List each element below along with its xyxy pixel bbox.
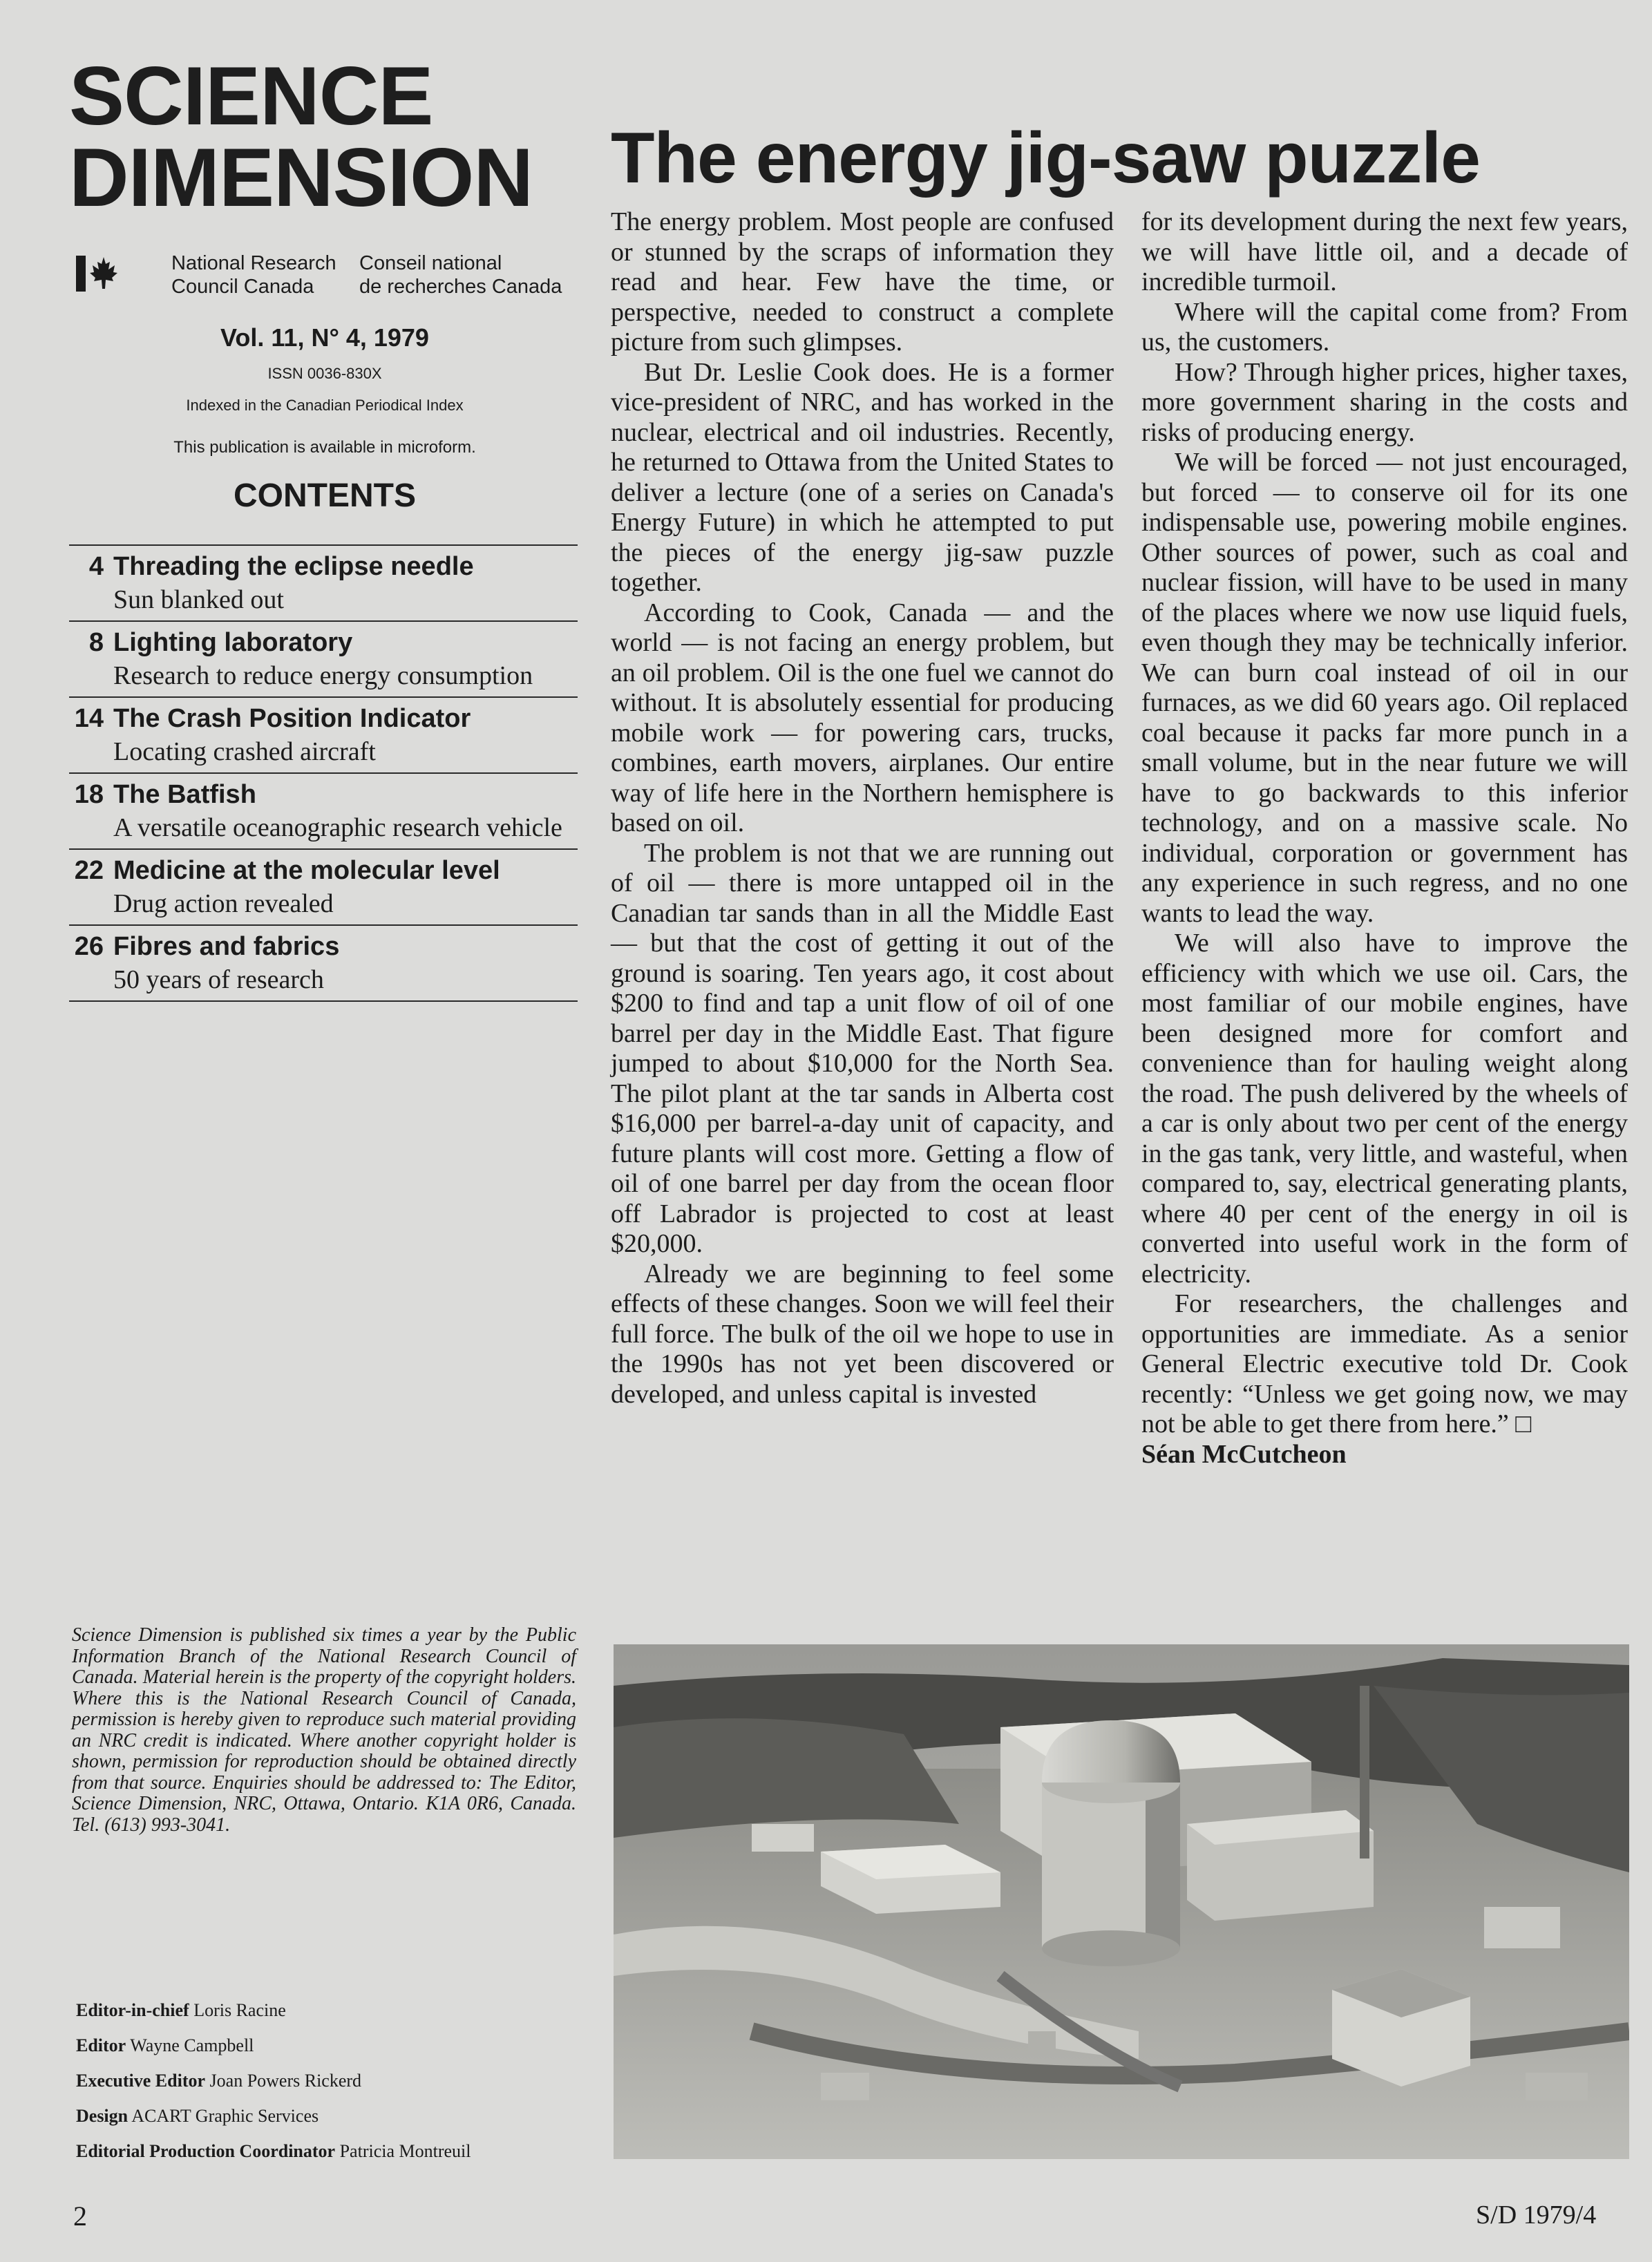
- publisher-en-line-1: National Research: [171, 252, 336, 274]
- credit-line: [76, 2133, 587, 2169]
- article-paragraph: Already we are beginning to feel some effects of these changes. Soon we will feel their full force. The bulk of the oil we hope to use in the 1990s has not yet been discovered or developed, and unless capital is invested: [611, 1259, 1114, 1409]
- publisher-en-line-2: Council Canada: [171, 276, 314, 298]
- article-paragraph: The energy problem. Most people are confused or stunned by the scraps of information they read and hear. Few have the time, or perspective, needed to construct a complete picture from such glimpses.: [611, 207, 1114, 357]
- toc-page-number: 8: [88, 628, 104, 657]
- publisher-name-fr: [359, 251, 562, 298]
- credit-name: Wayne Campbell: [130, 2035, 254, 2055]
- toc-title: The Batfish: [113, 780, 256, 809]
- toc-title: The Crash Position Indicator: [113, 704, 471, 733]
- toc-page-number: 22: [74, 856, 104, 885]
- publisher-fr-line-2: de recherches Canada: [359, 276, 562, 298]
- credit-line: [76, 2028, 587, 2063]
- credit-name: Patricia Montreuil: [339, 2141, 471, 2161]
- credit-role: Editor: [76, 2035, 126, 2055]
- publisher-fr-line-1: Conseil national: [359, 252, 502, 274]
- aerial-photo-illustration: [614, 1644, 1629, 2159]
- toc-title: Fibres and fabrics: [113, 932, 340, 961]
- toc-subtitle: Drug action revealed: [113, 889, 334, 918]
- credit-role: Editorial Production Coordinator: [76, 2141, 336, 2161]
- toc-item[interactable]: [69, 544, 578, 620]
- article-paragraph: How? Through higher prices, higher taxes, more government sharing in the costs and risks of producing energy.: [1141, 357, 1628, 447]
- toc-page-number: 26: [74, 932, 104, 961]
- article-paragraph: for its development during the next few years, we will have little oil, and a decade of incredible turmoil.: [1141, 207, 1628, 296]
- staff-credits: [76, 1993, 587, 2169]
- table-of-contents: [69, 544, 578, 1002]
- publisher-name-en: [171, 251, 336, 298]
- credit-line: [76, 1993, 587, 2028]
- toc-item[interactable]: [69, 924, 578, 1002]
- credit-role: Editor-in-chief: [76, 2000, 189, 2020]
- article-paragraph: Where will the capital come from? From us, the customers.: [1141, 297, 1628, 357]
- article-headline: The energy jig-saw puzzle: [611, 118, 1480, 198]
- article-paragraph: The problem is not that we are running out of oil — there is more untapped oil in the Canadian tar sands than in all the Middle East — but that the cost of getting it out of the ground is soaring. Ten years ago, it cost about $200 to find and tap a unit flow of oil of one barrel per day in the Middle East. That figure jumped to about $10,000 for the North Sea. The pilot plant at the tar sands in Alberta cost $16,000 per barrel-a-day unit of capacity, and future plants will cost more. Getting a flow of oil of one barrel per day from the ocean floor off Labrador is projected to cost at least $20,000.: [611, 838, 1114, 1258]
- article-paragraph: We will be forced — not just encouraged, but forced — to conserve oil for its one indispensable use, powering mobile engines. Other sources of power, such as coal and nuclear fission, will have to be used in many of the places where we now use liquid fuels, even though they may be technically inferior. We can burn coal instead of oil in our furnaces, as we did 60 years ago. Oil replaced coal because it packs far more punch in a small volume, but in the near future we will have to go backwards to this inferior technology, and on a massive scale. No individual, corporation or government has any experience in such regress, and no one wants to lead the way.: [1141, 448, 1628, 928]
- folio: S/D 1979/4: [1476, 2201, 1597, 2230]
- publisher-block: [76, 249, 580, 304]
- toc-subtitle: Research to reduce energy consumption: [113, 661, 533, 690]
- toc-subtitle: Sun blanked out: [113, 585, 284, 614]
- article-paragraph: But Dr. Leslie Cook does. He is a former vice-president of NRC, and has worked in the nuclear, electrical and oil industries. Recently, he returned to Ottawa from the United States to deliver a lecture (one of a series on Canada's Energy Future) in which he attempted to put the pieces of the energy jig-saw puzzle together.: [611, 357, 1114, 597]
- toc-page-number: 18: [74, 780, 104, 809]
- article-paragraph: We will also have to improve the efficiency with which we use oil. Cars, the most familiar of our mobile engines, have been designed more for comfort and convenience than for hauling weight along the road. The push delivered by the wheels of a car is only about two per cent of the energy in the gas tank, very little, and wasteful, when compared to, say, electrical generating plants, where 40 per cent of the energy in oil is converted into useful work in the form of electricity.: [1141, 929, 1628, 1289]
- credit-role: Design: [76, 2106, 129, 2126]
- toc-item[interactable]: [69, 620, 578, 696]
- toc-item[interactable]: [69, 696, 578, 772]
- nuclear-plant-photo: [614, 1644, 1629, 2159]
- credit-line: [76, 2063, 587, 2098]
- canada-flag-icon: [76, 256, 117, 292]
- credit-name: Joan Powers Rickerd: [209, 2071, 362, 2091]
- credit-line: [76, 2098, 587, 2133]
- article-paragraph: For researchers, the challenges and opportunities are immediate. As a senior General Electric executive told Dr. Cook recently: “Unless we get going now, we may not be able to get there from here.” □: [1141, 1289, 1628, 1438]
- article-byline: Séan McCutcheon: [1141, 1439, 1347, 1469]
- credit-name: Loris Racine: [193, 2000, 286, 2020]
- contents-heading: CONTENTS: [234, 477, 416, 514]
- toc-item[interactable]: [69, 772, 578, 848]
- toc-subtitle: Locating crashed aircraft: [113, 737, 376, 766]
- index-note: Indexed in the Canadian Periodical Index: [186, 397, 464, 414]
- toc-title: Medicine at the molecular level: [113, 856, 500, 885]
- credit-role: Executive Editor: [76, 2071, 206, 2091]
- article-column-1: [611, 207, 1114, 1409]
- microform-note: This publication is available in microform.: [173, 438, 476, 457]
- page-number: 2: [73, 2201, 87, 2232]
- issn: ISSN 0036-830X: [267, 365, 382, 382]
- toc-page-number: 4: [88, 552, 104, 581]
- toc-item[interactable]: [69, 848, 578, 924]
- article-paragraph: According to Cook, Canada — and the world — is not facing an energy problem, but an oil problem. Oil is the one fuel we cannot do without. It is absolutely essential for producing mobile work — for powering cars, trucks, combines, earth movers, airplanes. Our entire way of life here in the Northern hemisphere is based on oil.: [611, 598, 1114, 837]
- article-column-2: [1141, 207, 1628, 1470]
- toc-subtitle: 50 years of research: [113, 965, 324, 994]
- toc-page-number: 14: [74, 704, 104, 733]
- issue-volume: Vol. 11, N° 4, 1979: [220, 323, 429, 352]
- colophon: Science Dimension is published six times a year by the Public Information Branch of the National Research Council of Canada. Material herein is the property of the copyright holders. Where this is the National Research Council of Canada, permission is hereby given to reproduce such material providing an NRC credit is indicated. Where another copyright holder is shown, permission for reproduction should be obtained directly from that source. Enquiries should be addressed to: The Editor, Science Dimension, NRC, Ottawa, Ontario. K1A 0R6, Canada. Tel. (613) 993-3041.: [72, 1624, 576, 1836]
- masthead-line-1: SCIENCE: [69, 50, 433, 142]
- masthead: [69, 50, 580, 224]
- toc-title: Lighting laboratory: [113, 628, 353, 657]
- toc-title: Threading the eclipse needle: [113, 552, 474, 581]
- credit-name: ACART Graphic Services: [131, 2106, 319, 2126]
- toc-subtitle: A versatile oceanographic research vehicle: [113, 813, 562, 842]
- masthead-line-2: DIMENSION: [69, 131, 533, 224]
